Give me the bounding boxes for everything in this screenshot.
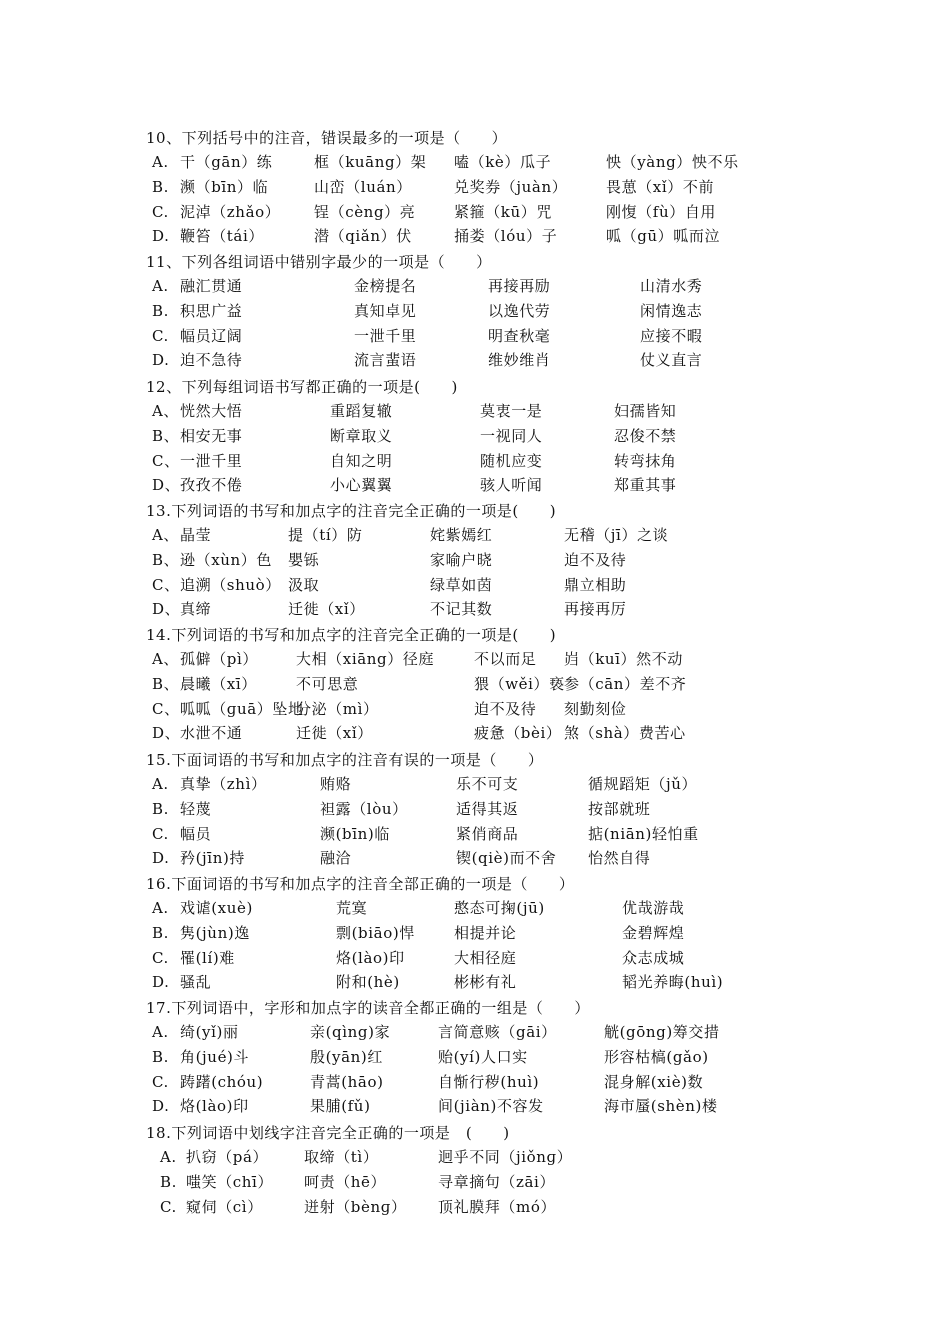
option-label: A、: [152, 650, 180, 668]
option-label: B.: [152, 177, 169, 196]
word-item: 踌躇(chóu): [180, 1072, 264, 1091]
word-item: 汲取: [288, 575, 320, 594]
word-item: 晨曦（xī）: [180, 674, 257, 693]
word-item: 形容枯槁(gǎo): [604, 1047, 709, 1066]
word-item: 忍俊不禁: [614, 426, 677, 445]
option-label: B、: [152, 426, 180, 445]
word-item: 骚乱: [180, 973, 212, 992]
word-item: 仗义直言: [640, 351, 703, 370]
word-item: 转弯抹角: [614, 451, 677, 470]
word-item: 窥伺（cì）: [186, 1197, 263, 1216]
question-stem: 17.下列词语中，字形和加点字的读音全都正确的一组是（ ）: [146, 999, 590, 1017]
option-label: A.: [152, 775, 169, 793]
option-label: D.: [152, 1097, 170, 1116]
option-row: [0, 948, 950, 972]
word-item: 泥淖（zhǎo）: [180, 202, 281, 221]
option-row: [0, 525, 950, 549]
word-item: 间(jiàn)不容发: [438, 1097, 544, 1116]
word-item: 恍然大悟: [180, 402, 243, 420]
word-item: 不记其数: [430, 600, 493, 619]
option-label: C、: [152, 575, 180, 594]
option-label: A、: [152, 402, 180, 420]
word-item: 濒（bīn）临: [180, 177, 269, 196]
word-item: 掂(niān)轻怕重: [588, 824, 699, 843]
word-item: 幅员辽阔: [180, 326, 243, 345]
option-label: C.: [152, 824, 169, 843]
word-item: 妇孺皆知: [614, 402, 677, 420]
word-item: 荒寞: [336, 899, 368, 917]
word-item: 众志成城: [622, 948, 685, 967]
question-stem: 16.下面词语的书写和加点字的注音全部正确的一项是（ ）: [146, 875, 575, 893]
word-item: 紧箍（kū）咒: [454, 202, 552, 221]
option-row: [0, 276, 950, 300]
word-item: 隽(jùn)逸: [180, 923, 250, 942]
word-item: 水泄不通: [180, 724, 243, 743]
word-item: 相提并论: [454, 923, 517, 942]
option-label: D、: [152, 600, 181, 619]
option-row: [0, 799, 950, 823]
word-item: 鼎立相助: [564, 575, 627, 594]
word-item: 紧俏商品: [456, 824, 519, 843]
word-item: 附和(hè): [336, 973, 400, 992]
option-label: C.: [152, 326, 169, 345]
word-item: 骇人听闻: [480, 476, 543, 495]
option-row: [0, 426, 950, 450]
word-item: 小心翼翼: [330, 476, 393, 495]
option-label: A.: [152, 277, 169, 295]
option-label: C、: [152, 451, 180, 470]
word-item: 幅员: [180, 824, 212, 843]
word-item: 干（gān）练: [180, 153, 273, 171]
word-item: 以逸代劳: [488, 301, 551, 320]
word-item: 角(jué)斗: [180, 1047, 250, 1066]
word-item: 罹(lí)难: [180, 948, 235, 967]
word-item: 一泄千里: [180, 451, 243, 470]
word-item: 果脯(fǔ): [310, 1097, 371, 1116]
option-row: [0, 649, 950, 673]
word-item: 亲(qìng)家: [310, 1023, 391, 1041]
option-label: D.: [152, 351, 170, 370]
word-item: 烙(lào)印: [180, 1097, 249, 1116]
word-item: 再接再励: [488, 277, 551, 295]
word-item: 锃（cèng）亮: [314, 202, 416, 221]
option-label: A、: [152, 526, 180, 544]
word-item: 捅娄（lóu）子: [454, 227, 558, 246]
option-label: C.: [152, 1072, 169, 1091]
word-item: 海市蜃(shèn)楼: [604, 1097, 718, 1116]
word-item: 嗤笑（chī）: [186, 1172, 274, 1191]
option-label: B.: [152, 799, 169, 818]
word-item: 应接不暇: [640, 326, 703, 345]
option-label: A.: [152, 1023, 169, 1041]
word-item: 逊（xùn）色: [180, 550, 272, 569]
word-item: 袒露（lòu）: [320, 799, 408, 818]
word-item: 戏谑(xuè): [180, 899, 253, 917]
word-item: 大相径庭: [454, 948, 517, 967]
word-item: 兑奖券（juàn）: [454, 177, 568, 196]
word-item: 刚愎（fù）自用: [606, 202, 717, 221]
word-item: 憨态可掬(jū): [454, 899, 545, 917]
question-stem: 11、下列各组词语中错别字最少的一项是（ ）: [146, 253, 492, 271]
option-label: A.: [160, 1148, 177, 1166]
word-item: 相安无事: [180, 426, 243, 445]
option-row: [0, 674, 950, 698]
word-item: 金榜提名: [354, 277, 417, 295]
option-label: D.: [152, 849, 170, 868]
word-item: 融洽: [320, 849, 352, 868]
word-item: 迁徙（xǐ）: [288, 600, 365, 619]
option-row: [0, 550, 950, 574]
word-item: 迫不及待: [474, 699, 537, 718]
option-row: [0, 1022, 950, 1046]
word-item: 濒(bīn)临: [320, 824, 390, 843]
word-item: 自知之明: [330, 451, 393, 470]
word-item: 孤僻（pì）: [180, 650, 258, 668]
option-row: [0, 1172, 950, 1196]
option-label: B、: [152, 674, 180, 693]
word-item: 真挚（zhì）: [180, 775, 267, 793]
word-item: 无稽（jī）之谈: [564, 526, 669, 544]
word-item: 矜(jīn)持: [180, 849, 246, 868]
option-row: [0, 699, 950, 723]
word-item: 混身解(xiè)数: [604, 1072, 704, 1091]
option-label: C、: [152, 699, 180, 718]
word-item: 煞（shà）费苦心: [564, 724, 686, 743]
word-item: 不可思意: [296, 674, 359, 693]
word-item: 鞭笞（tái）: [180, 227, 264, 246]
option-row: [0, 575, 950, 599]
word-item: 呱（gū）呱而泣: [606, 227, 721, 246]
word-item: 山清水秀: [640, 277, 703, 295]
word-item: 取缔（tì）: [304, 1148, 379, 1166]
word-item: 嗑（kè）瓜子: [454, 153, 552, 171]
word-item: 言简意赅（gāi）: [438, 1023, 557, 1041]
word-item: 殷(yān)红: [310, 1047, 383, 1066]
word-item: 迫不急待: [180, 351, 243, 370]
word-item: 融汇贯通: [180, 277, 243, 295]
option-label: C.: [160, 1197, 177, 1216]
option-row: [0, 202, 950, 226]
word-item: 绮(yǐ)丽: [180, 1023, 239, 1041]
option-row: [0, 1147, 950, 1171]
word-item: 大相（xiāng）径庭: [296, 650, 435, 668]
option-label: D.: [152, 227, 170, 246]
option-row: [0, 226, 950, 250]
word-item: 扒窃（pá）: [186, 1148, 269, 1166]
option-label: B、: [152, 550, 180, 569]
option-row: [0, 451, 950, 475]
option-label: B.: [160, 1172, 177, 1191]
word-item: 金碧辉煌: [622, 923, 685, 942]
option-row: [0, 1072, 950, 1096]
option-row: [0, 350, 950, 374]
option-row: [0, 401, 950, 425]
word-item: 孜孜不倦: [180, 476, 243, 495]
question-stem: 13.下列词语的书写和加点字的注音完全正确的一项是( ): [146, 502, 557, 520]
word-item: 怏（yàng）怏不乐: [606, 153, 739, 171]
word-item: 锲(qiè)而不舍: [456, 849, 557, 868]
word-item: 迸射（bènɡ）: [304, 1197, 407, 1216]
option-row: [0, 1197, 950, 1221]
option-row: [0, 177, 950, 201]
option-row: [0, 599, 950, 623]
word-item: 疲惫（bèi）: [474, 724, 562, 743]
word-item: 岿（kuī）然不动: [564, 650, 683, 668]
question-stem: 14.下列词语的书写和加点字的注音完全正确的一项是( ): [146, 626, 557, 644]
word-item: 维妙维肖: [488, 351, 551, 370]
word-item: 青蒿(hāo): [310, 1072, 384, 1091]
question-stem: 12、下列每组词语书写都正确的一项是( ): [146, 378, 458, 396]
word-item: 绿草如茵: [430, 575, 493, 594]
word-item: 贻(yí)人口实: [438, 1047, 528, 1066]
word-item: 真知卓见: [354, 301, 417, 320]
option-row: [0, 723, 950, 747]
option-label: D、: [152, 724, 181, 743]
question-stem: 15.下面词语的书写和加点字的注音有误的一项是（ ）: [146, 751, 544, 769]
option-row: [0, 1047, 950, 1071]
word-item: 剽(biāo)悍: [336, 923, 415, 942]
question-stem: 10、下列括号中的注音，错误最多的一项是（ ）: [146, 129, 508, 147]
word-item: 烙(lào)印: [336, 948, 405, 967]
word-item: 山峦（luán）: [314, 177, 412, 196]
word-item: 积思广益: [180, 301, 243, 320]
word-item: 随机应变: [480, 451, 543, 470]
option-label: B.: [152, 1047, 169, 1066]
option-row: [0, 848, 950, 872]
word-item: 迁徙（xǐ）: [296, 724, 373, 743]
option-label: A.: [152, 899, 169, 917]
word-item: 觥(gōng)筹交措: [604, 1023, 720, 1041]
word-item: 循规蹈矩（jǔ）: [588, 775, 698, 793]
word-item: 呵责（hē）: [304, 1172, 387, 1191]
word-item: 怡然自得: [588, 849, 651, 868]
option-label: B.: [152, 301, 169, 320]
word-item: 刻勤刻俭: [564, 699, 627, 718]
word-item: 乐不可支: [456, 775, 519, 793]
word-item: 迫不及待: [564, 550, 627, 569]
word-item: 闲情逸志: [640, 301, 703, 320]
word-item: 一视同人: [480, 426, 543, 445]
word-item: 顶礼膜拜（mó）: [438, 1197, 557, 1216]
option-label: B.: [152, 923, 169, 942]
word-item: 贿赂: [320, 775, 352, 793]
word-item: 优哉游哉: [622, 899, 685, 917]
word-item: 再接再厉: [564, 600, 627, 619]
word-item: 猥（wěi）亵: [474, 674, 565, 693]
word-item: 家喻户晓: [430, 550, 493, 569]
word-item: 断章取义: [330, 426, 393, 445]
word-item: 框（kuāng）架: [314, 153, 427, 171]
word-item: 适得其返: [456, 799, 519, 818]
option-label: D.: [152, 973, 170, 992]
question-stem: 18.下列词语中划线字注音完全正确的一项是 ( ): [146, 1124, 510, 1142]
option-label: D、: [152, 476, 181, 495]
word-item: 寻章摘句（zāi）: [438, 1172, 556, 1191]
word-item: 潜（qiǎn）伏: [314, 227, 412, 246]
word-item: 真缔: [180, 600, 212, 619]
word-item: 分泌（mì）: [296, 699, 379, 718]
option-row: [0, 326, 950, 350]
option-row: [0, 475, 950, 499]
word-item: 一泄千里: [354, 326, 417, 345]
word-item: 姹紫嫣红: [430, 526, 493, 544]
word-item: 流言蜚语: [354, 351, 417, 370]
option-label: A.: [152, 153, 169, 171]
option-row: [0, 824, 950, 848]
word-item: 提（tí）防: [288, 526, 363, 544]
option-label: C.: [152, 948, 169, 967]
word-item: 按部就班: [588, 799, 651, 818]
option-row: [0, 301, 950, 325]
word-item: 嬰铄: [288, 550, 320, 569]
option-row: [0, 972, 950, 996]
word-item: 自惭行秽(huì): [438, 1072, 540, 1091]
word-item: 呱呱（ɡuā）坠地: [180, 699, 304, 718]
word-item: 轻蔑: [180, 799, 212, 818]
word-item: 明查秋毫: [488, 326, 551, 345]
option-row: [0, 774, 950, 798]
word-item: 莫衷一是: [480, 402, 543, 420]
word-item: 晶莹: [180, 526, 212, 544]
word-item: 追溯（shuò）: [180, 575, 281, 594]
option-row: [0, 898, 950, 922]
option-label: C.: [152, 202, 169, 221]
option-row: [0, 1096, 950, 1120]
word-item: 不以而足: [474, 650, 537, 668]
option-row: [0, 152, 950, 176]
word-item: 韬光养晦(huì): [622, 973, 724, 992]
word-item: 彬彬有礼: [454, 973, 517, 992]
word-item: 参（cān）差不齐: [564, 674, 687, 693]
option-row: [0, 923, 950, 947]
word-item: 重蹈复辙: [330, 402, 393, 420]
word-item: 迥乎不同（jiǒnɡ）: [438, 1148, 573, 1166]
word-item: 郑重其事: [614, 476, 677, 495]
word-item: 畏葸（xǐ）不前: [606, 177, 715, 196]
